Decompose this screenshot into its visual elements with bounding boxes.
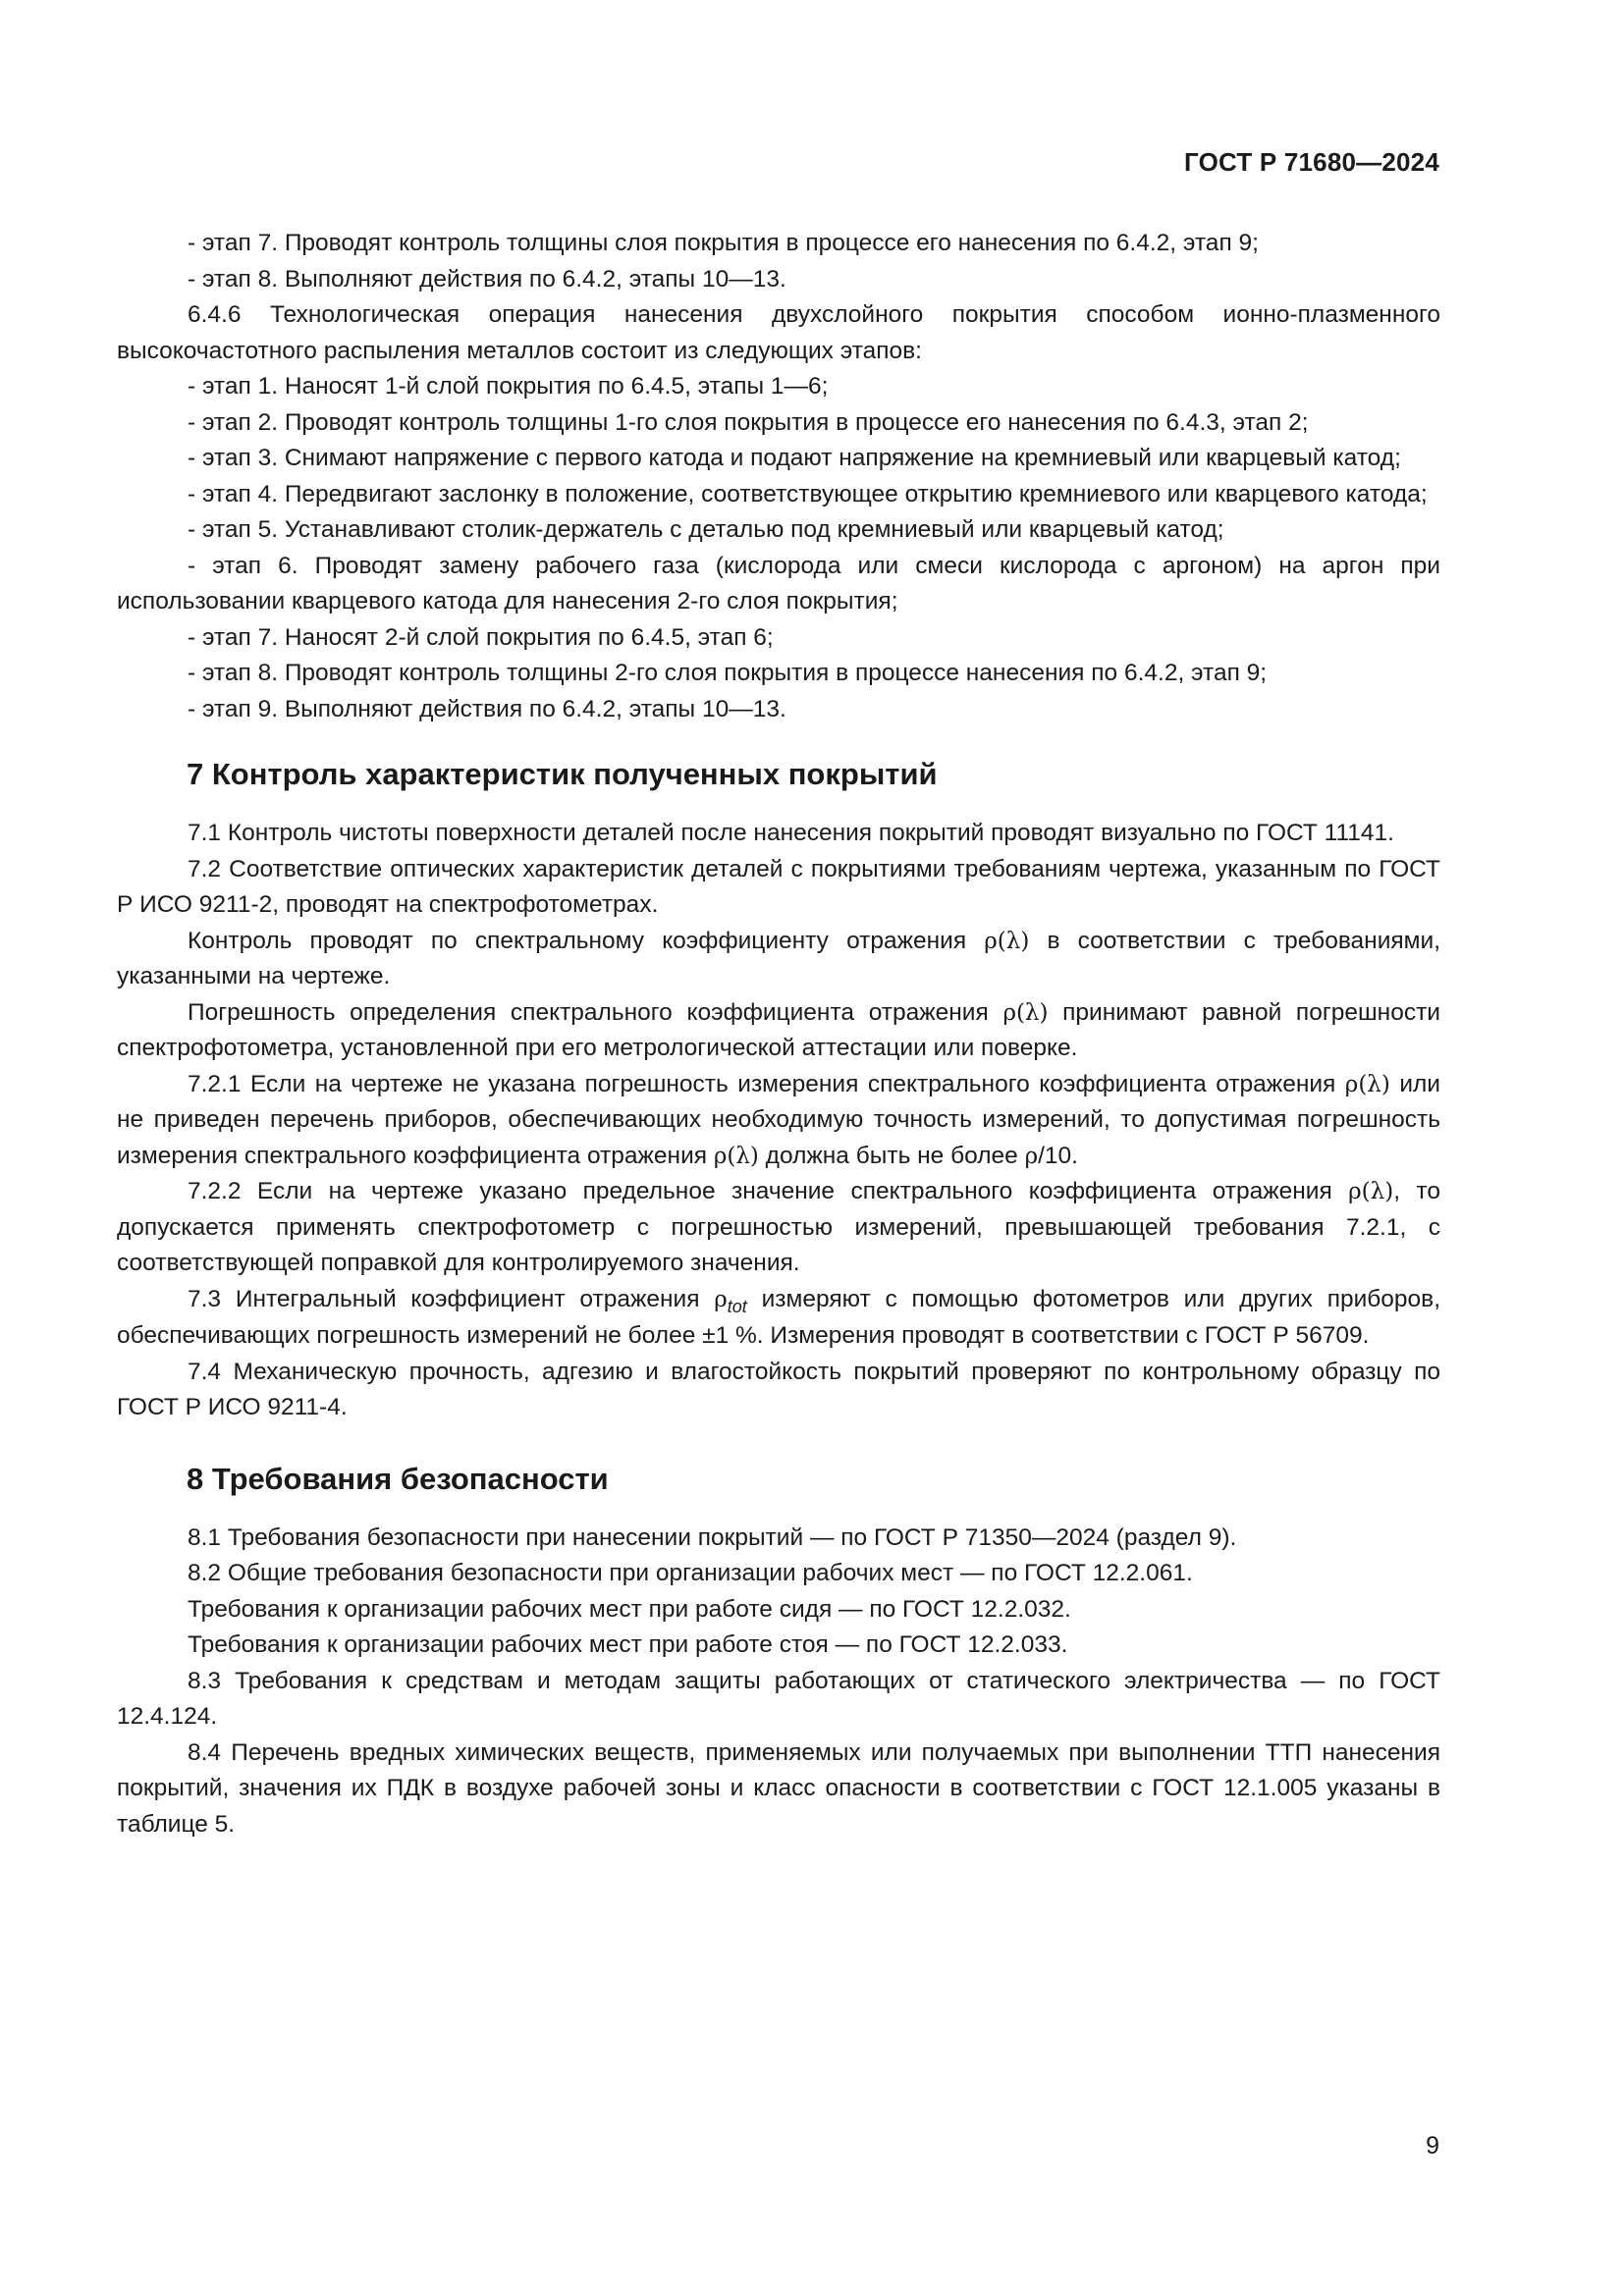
paragraph-7-1: 7.1 Контроль чистоты поверхности деталей после нанесения покрытий проводят визуально по ГОСТ 11141. bbox=[188, 820, 1394, 846]
paragraph-7-2-error: Погрешность определения спектрального коэффициента отражения ρ(λ) принимают равной погрешности спектрофотометра, установленной при его метрологической аттестации или поверке. bbox=[117, 998, 1440, 1061]
paragraph-stage-8b: - этап 8. Проводят контроль толщины 2-го слоя покрытия в процессе нанесения по 6.4.2, этап 9; bbox=[188, 660, 1268, 686]
paragraph-8-4: 8.4 Перечень вредных химических веществ, применяемых или получаемых при выполнении ТТП нанесения покрытий, значения их ПДК в воздухе рабочей зоны и класс опасности в соответствии с ГОСТ 12.1.005 указаны в таблице 5. bbox=[117, 1738, 1440, 1838]
paragraph-7-2-2: 7.2.2 Если на чертеже указано предельное значение спектрального коэффициента отражения ρ(λ), то допускается применять спектрофотометр с погрешностью измерений, превышающей требования 7.2.1, с соответствующей поправкой для контролируемого значения. bbox=[117, 1178, 1440, 1276]
rho-lambda-symbol: ρ(λ) bbox=[984, 928, 1030, 954]
paragraph-stage-9: - этап 9. Выполняют действия по 6.4.2, этапы 10—13. bbox=[188, 695, 786, 722]
paragraph-6-4-6: 6.4.6 Технологическая операция нанесения двухслойного покрытия способом ионно-плазменного высокочастотного распыления металлов состоит из следующих этапов: bbox=[117, 301, 1440, 364]
paragraph-8-2-standing: Требования к организации рабочих мест при работе стоя — по ГОСТ 12.2.033. bbox=[188, 1631, 1068, 1658]
paragraph-7-3: 7.3 Интегральный коэффициент отражения $\rho_{tot}$ измеряют с помощью фотометров или других приборов, обеспечивающих погрешность измерений не более ±1 %. Измерения проводят в соответствии с ГОСТ Р 56709. bbox=[117, 1285, 1440, 1349]
paragraph-stage-1: - этап 1. Наносят 1-й слой покрытия по 6.4.5, этапы 1—6; bbox=[188, 373, 829, 400]
paragraph-stage-7: - этап 7. Проводят контроль толщины слоя покрытия в процессе его нанесения по 6.4.2, этап 9; bbox=[188, 230, 1259, 256]
paragraph-stage-2: - этап 2. Проводят контроль толщины 1-го слоя покрытия в процессе его нанесения по 6.4.3, этап 2; bbox=[188, 408, 1309, 436]
paragraph-8-2-sitting: Требования к организации рабочих мест при работе сидя — по ГОСТ 12.2.032. bbox=[188, 1595, 1071, 1623]
paragraph-7-2-1: 7.2.1 Если на чертеже не указана погрешность измерения спектрального коэффициента отражения ρ(λ) или не приведен перечень приборов, обеспечивающих необходимую точность измерений, то допустимая погрешность измерения спектрального коэффициента отражения ρ(λ) должна быть не более ρ/10. bbox=[117, 1070, 1440, 1169]
tot-subscript: tot bbox=[727, 1296, 747, 1316]
paragraph-8-1: 8.1 Требования безопасности при нанесении покрытий — по ГОСТ Р 71350—2024 (раздел 9). bbox=[188, 1523, 1237, 1551]
rho-lambda-symbol: ρ(λ) bbox=[1348, 1179, 1394, 1204]
rho-lambda-symbol: ρ(λ) bbox=[713, 1143, 759, 1169]
rho-lambda-symbol: ρ(λ) bbox=[1002, 999, 1049, 1026]
document-header: ГОСТ Р 71680—2024 bbox=[1184, 147, 1439, 177]
paragraph-stage-3: - этап 3. Снимают напряжение с первого катода и подают напряжение на кремниевый или кварцевый катод; bbox=[188, 445, 1401, 471]
paragraph-stage-4: - этап 4. Передвигают заслонку в положение, соответствующее открытию кремниевого или кварцевого катода; bbox=[188, 480, 1428, 507]
section-7-heading: 7 Контроль характеристик полученных покрытий bbox=[187, 757, 938, 791]
paragraph-stage-7b: - этап 7. Наносят 2-й слой покрытия по 6.4.5, этап 6; bbox=[188, 623, 774, 651]
paragraph-7-4: 7.4 Механическую прочность, адгезию и влагостойкость покрытий проверяют по контрольному образцу по ГОСТ Р ИСО 9211-4. bbox=[117, 1358, 1440, 1420]
document-body bbox=[117, 226, 1440, 1842]
page-number: 9 bbox=[1426, 2132, 1439, 2160]
paragraph-7-2-control: Контроль проводят по спектральному коэффициенту отражения ρ(λ) в соответствии с требованиями, указанными на чертеже. bbox=[117, 927, 1441, 989]
paragraph-stage-8: - этап 8. Выполняют действия по 6.4.2, этапы 10—13. bbox=[188, 265, 786, 293]
paragraph-8-3: 8.3 Требования к средствам и методам защиты работающих от статического электричества — по ГОСТ 12.4.124. bbox=[117, 1667, 1440, 1730]
paragraph-stage-5: - этап 5. Устанавливают столик-держатель с деталью под кремниевый или кварцевый катод; bbox=[188, 516, 1224, 543]
section-8-heading: 8 Требования безопасности bbox=[187, 1461, 609, 1496]
paragraph-7-2: 7.2 Соответствие оптических характеристик деталей с покрытиями требованиям чертежа, указанным по ГОСТ Р ИСО 9211-2, проводят на спектрофотометрах. bbox=[117, 855, 1440, 918]
paragraph-stage-6: - этап 6. Проводят замену рабочего газа (кислорода или смеси кислорода с аргоном) на аргон при использовании кварцевого катода для нанесения 2-го слоя покрытия; bbox=[117, 552, 1440, 614]
rho-tot-symbol: ρ bbox=[714, 1286, 728, 1312]
rho-lambda-symbol: ρ(λ) bbox=[1344, 1071, 1390, 1097]
rho-symbol: ρ bbox=[1024, 1143, 1039, 1169]
paragraph-8-2: 8.2 Общие требования безопасности при организации рабочих мест — по ГОСТ 12.2.061. bbox=[188, 1560, 1193, 1586]
